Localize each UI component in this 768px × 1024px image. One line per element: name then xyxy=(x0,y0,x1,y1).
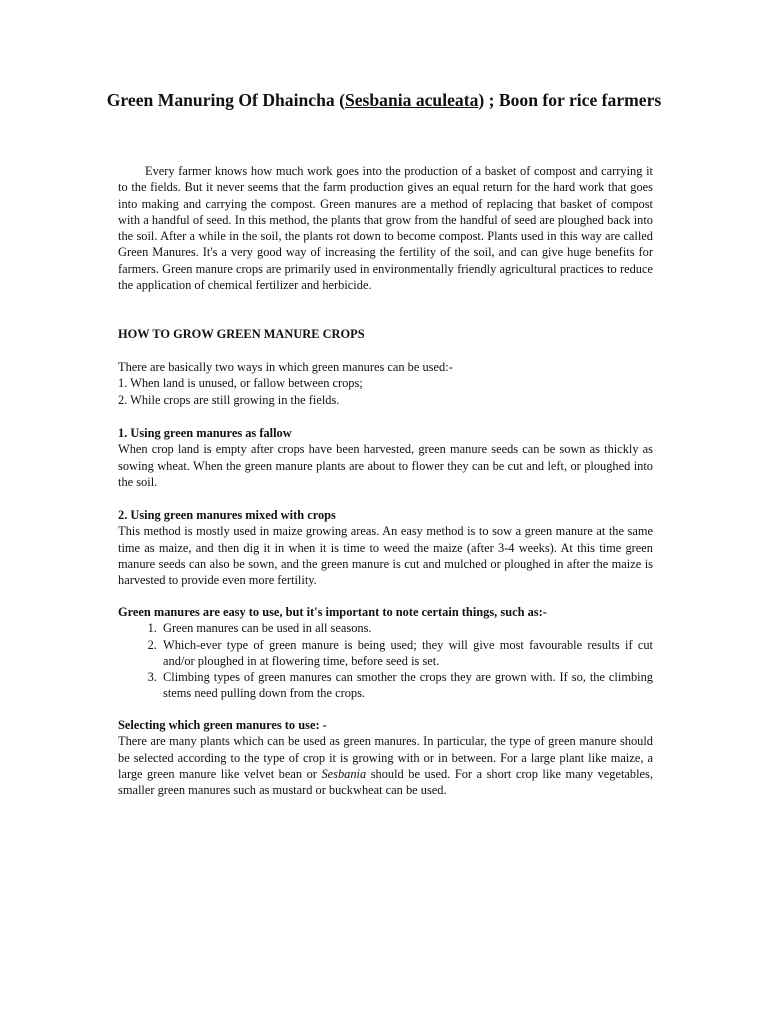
mixed-crops-text: This method is mostly used in maize growing areas. An easy method is to sow a green manure at the same time as maize, and then dig it in when it is time to weed the maize (after 3-4 weeks). At this time green manure seeds can also be sown, and the green manure is cut and mulched or ploughed in after the maize is harvested to provide even more fertility. xyxy=(118,524,653,588)
fallow-text: When crop land is empty after crops have been harvested, green manure seeds can be sown as thickly as sowing wheat. When the green manure plants are about to flower they can be cut and left, or ploughed into the soil. xyxy=(118,442,653,489)
title-text-end: ) ; Boon for rice farmers xyxy=(478,90,662,110)
fallow-section xyxy=(118,425,653,490)
notes-list-item: 1. Green manures can be used in all seasons. xyxy=(160,620,653,636)
ways-list-item: 2. While crops are still growing in the fields. xyxy=(118,392,340,407)
mixed-crops-heading: 2. Using green manures mixed with crops xyxy=(118,508,336,522)
ways-intro-text: There are basically two ways in which green manures can be used:- xyxy=(118,360,453,374)
intro-paragraph: Every farmer knows how much work goes into the production of a basket of compost and carrying it to the fields. But it never seems that the farm production gives an equal return for the hard work that goes into making and carrying the compost. Green manures are a method of replacing that basket of compost with a handful of seed. In this method, the plants that grow from the handful of seed are ploughed back into the soil. After a while in the soil, the plants rot down to become compost. Plants used in this way are called Green Manures. It's a very good way of increasing the fertility of the soil, and can give huge benefits for farmers. Green manure crops are primarily used in environmentally friendly agricultural practices to reduce the application of chemical fertilizer and herbicide. xyxy=(118,164,653,293)
document-title xyxy=(100,88,668,113)
selecting-species-name: Sesbania xyxy=(321,766,367,781)
notes-section xyxy=(118,604,653,702)
selecting-text-end: should be used. For a short crop like many vegetables, smaller green manures such as mustard or buckwheat can be used. xyxy=(118,766,653,798)
notes-list xyxy=(118,620,653,701)
notes-list-item: 2. Which-ever type of green manure is being used; they will give most favourable results if cut and/or ploughed in at flowering time, before seed is set. xyxy=(160,637,653,670)
fallow-heading: 1. Using green manures as fallow xyxy=(118,426,292,440)
ways-list-item: 1. When land is unused, or fallow between crops; xyxy=(118,376,363,391)
title-text: Green Manuring Of Dhaincha ( xyxy=(106,90,345,110)
notes-list-item: 3. Climbing types of green manures can smother the crops they are grown with. If so, the climbing stems need pulling down from the crops. xyxy=(160,669,653,702)
notes-heading: Green manures are easy to use, but it's important to note certain things, such as:- xyxy=(118,605,547,619)
mixed-crops-section xyxy=(118,507,653,588)
title-species-name: Sesbania aculeata xyxy=(344,90,479,110)
ways-section xyxy=(118,359,653,408)
how-to-grow-heading: HOW TO GROW GREEN MANURE CROPS xyxy=(118,327,365,341)
selecting-section xyxy=(118,717,653,798)
selecting-text: There are many plants which can be used as green manures. In particular, the type of green manure should be selected according to the type of crop it is growing with or in between. For a large plant like maize, a large green manure like velvet bean or xyxy=(118,734,653,781)
selecting-heading: Selecting which green manures to use: - xyxy=(118,718,327,732)
